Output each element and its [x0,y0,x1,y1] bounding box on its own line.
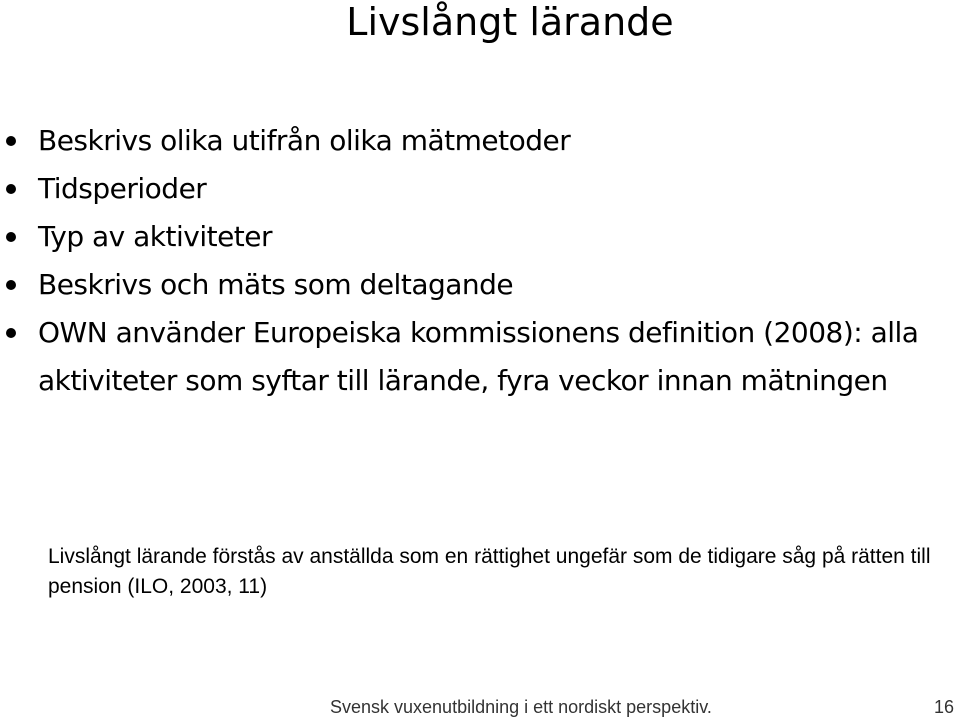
page-number: 16 [933,697,954,717]
bullet-text: OWN använder Europeiska kommissionens definition (2008): alla aktiviteter som syftar till lärande, fyra veckor innan mätningen [38,316,919,397]
bullet-item [0,213,960,261]
bullet-item [0,309,960,405]
bullet-dot-icon [6,136,16,146]
bullet-text: Beskrivs och mäts som deltagande [38,268,514,301]
bullet-dot-icon [6,184,16,194]
bullet-item [0,117,960,165]
bullet-text: Typ av aktiviteter [38,220,273,253]
slide-footer [0,694,960,720]
bullet-text: Beskrivs olika utifrån olika mätmetoder [38,124,571,157]
bullet-item [0,261,960,309]
bullet-list [0,117,960,405]
bullet-dot-icon [6,328,16,338]
quote-note: Livslångt lärande förstås av anställda som en rättighet ungefär som de tidigare såg på rätten till pension (ILO, 2003, 11) [48,545,931,598]
slide-title: Livslångt lärande [346,0,674,44]
bullet-text: Tidsperioder [38,172,207,205]
bullet-dot-icon [6,280,16,290]
footer-text: Svensk vuxenutbildning i ett nordiskt perspektiv. [330,697,712,717]
bullet-item [0,165,960,213]
bullet-dot-icon [6,232,16,242]
